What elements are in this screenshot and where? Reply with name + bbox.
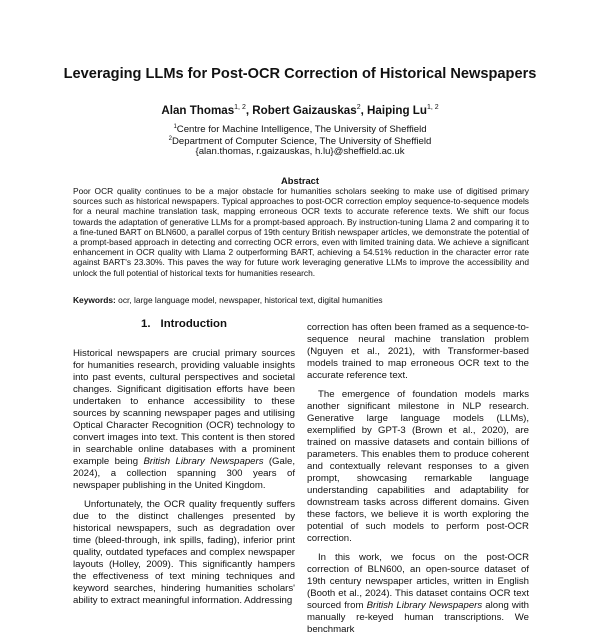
affiliation-number: 1 (173, 124, 177, 130)
section-number: 1. (141, 318, 151, 330)
affiliation-number: 2 (168, 136, 172, 142)
abstract-text: Poor OCR quality continues to be a major obstacle for humanities scholars seeking to make use of digitised primary sources such as historical newspapers. Typical approaches to post-OCR correction employ sequence-to-sequence models for a neural machine translation task, mapping erroneous OCR texts to accurate reference texts. We shift our focus towards the adaptation of generative LLMs for a prompt-based approach. By instruction-tuning Llama 2 and comparing it to a fine-tuned BART on BLN600, a parallel corpus of 19th century British newspaper articles, we demonstrate the potential of a prompt-based approach in detecting and correcting OCR errors, even with limited training data. We achieve a significant enhancement in OCR quality with Llama 2 outperforming BART, achieving a 54.51% reduction in the character error rate against BART's 23.30%. This paves the way for future work leveraging generative LLMs to improve the accessibility and unlock the full potential of historical texts for humanities research. (73, 186, 529, 278)
section-title: Introduction (160, 318, 227, 330)
author-affiliation-mark: 1, 2 (426, 104, 439, 112)
paper-title: Leveraging LLMs for Post-OCR Correction of Historical Newspapers (63, 66, 537, 82)
author-name: Alan Thomas (161, 104, 235, 117)
paragraph-text: In this work, we focus on the post-OCR correction of BLN600, an open-source dataset of 19th century newspaper articles, written in English (Booth et al., 2024). This dataset contains OCR text sourced from (307, 552, 529, 611)
section-heading (73, 318, 295, 330)
author-name: Haiping Lu (367, 104, 427, 117)
left-column (73, 348, 295, 614)
paragraph-text: (Gale, 2024), a collection spanning 300 years of newspaper publishing in the United Kingdom. (73, 456, 295, 491)
author-name: Robert Gaizauskas (252, 104, 357, 117)
author-emails[interactable]: {alan.thomas, r.gaizauskas, h.lu}@sheffield.ac.uk (195, 146, 405, 157)
italic-title: British Library Newspapers (143, 456, 264, 467)
keywords-list: ocr, large language model, newspaper, historical text, digital humanities (118, 295, 383, 305)
paragraph (73, 348, 295, 492)
italic-title: British Library Newspapers (366, 600, 483, 611)
abstract-heading: Abstract (280, 175, 320, 186)
right-column (307, 322, 529, 643)
paragraph: correction has often been framed as a sequence-to-sequence neural machine translation problem (Nguyen et al., 2021), with Transformer-based models trained to map erroneous OCR text to the accurate reference text. (307, 322, 529, 381)
keywords-label: Keywords: (73, 295, 116, 305)
author-list: Alan Thomas$^{1, 2}$, Robert Gaizauskas$^2$, Haiping Lu$^{1, 2}$ (161, 104, 439, 117)
affiliation-text: Centre for Machine Intelligence, The University of Sheffield (176, 124, 427, 136)
affiliation-text: Department of Computer Science, The University of Sheffield (172, 136, 432, 148)
paragraph (307, 552, 529, 636)
keywords-line (73, 295, 529, 305)
paragraph: The emergence of foundation models marks another significant milestone in NLP research. Generative large language models (LLMs), exemplified by GPT-3 (Brown et al., 2020), are trained on massive datasets and contain billions of parameters. This enables them to produce coherent and contextually relevant responses to a given prompt, showcasing remarkable language understanding capabilities and adaptability for downstream tasks across different domains. Given these factors, we believe it is worth exploring the potential of such models to perform post-OCR correction. (307, 389, 529, 544)
author-affiliation-mark: 1, 2 (234, 104, 246, 112)
author-affiliation-mark: 2 (356, 104, 361, 112)
paragraph-text: along with manually re-keyed human transcriptions. We benchmark (307, 600, 529, 635)
paragraph-text: Historical newspapers are crucial primary sources for humanities research, providing valuable insights into past events, cultural perspectives and societal changes. Significant digitisation efforts have been undertaken to enhance accessibility to these sources by scanning newspaper pages and utilising Optical Character Recognition (OCR) technology to convert images into text. This content is then stored in searchable online databases with a prominent example being (73, 348, 295, 467)
paragraph: Unfortunately, the OCR quality frequently suffers due to the distinct challenges presented by historical newspapers, such as degradation over time (bleed-through, ink spills, fading), inferior print quality, outdated typefaces and complex newspaper layouts (Holley, 2009). This significantly hampers the effectiveness of text mining techniques and keyword searches, hindering humanities scholars' ability to extract meaningful information. Addressing (73, 499, 295, 606)
